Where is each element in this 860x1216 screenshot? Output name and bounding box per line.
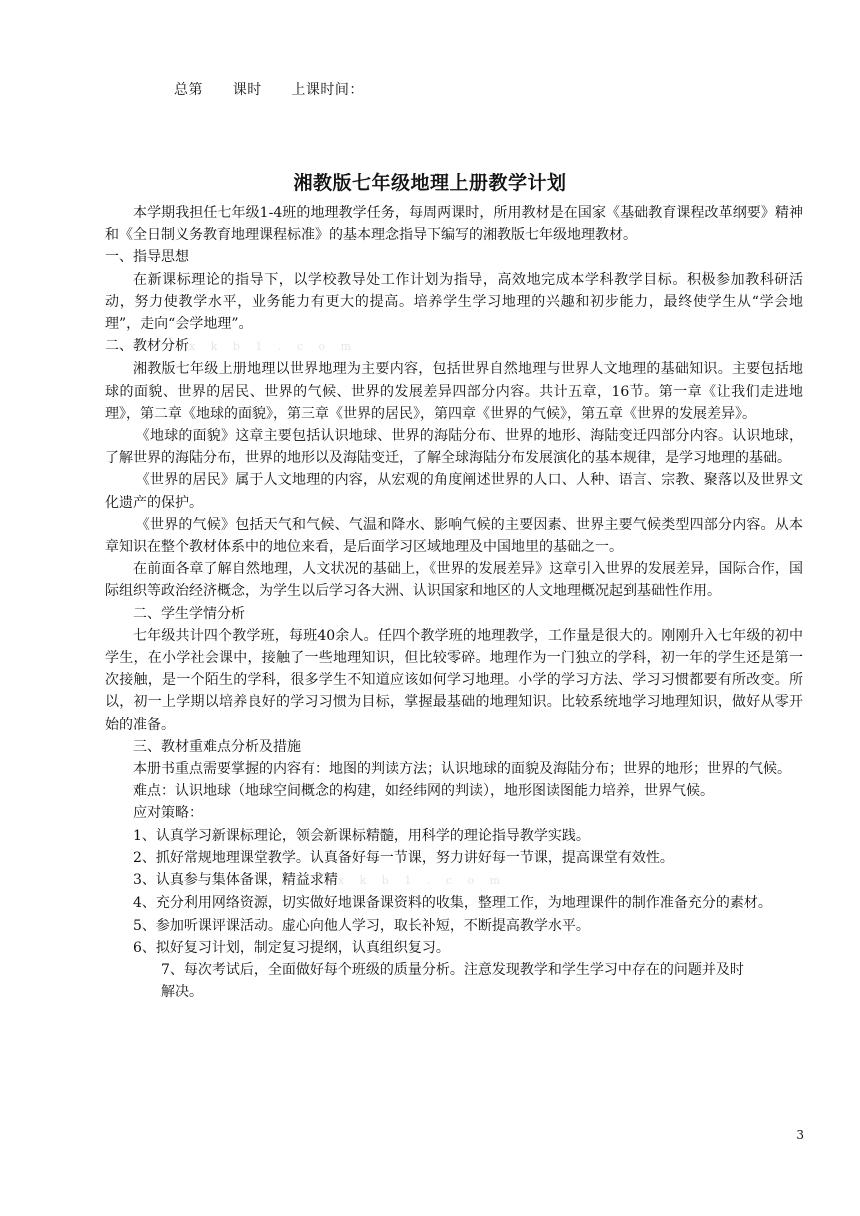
paragraph-earth-surface: 《地球的面貌》这章主要包括认识地球、世界的海陆分布、世界的地形、海陆变迁四部分内容。认识地球，了解世界的海陆分布，世界的地形以及海陆变迁，了解全球海陆分布发展演化的基本规律，是学习地理的基础。 [105,428,803,467]
watermark-text: x k b 1 . c o m [337,874,507,888]
paragraph-strategies-heading: 应对策略： [133,805,203,822]
section-heading-key-points: 三、教材重难点分析及措施 [133,738,301,755]
paragraph-student-analysis: 七年级共计四个教学班，每班40余人。任四个教学班的地理教学，工作量是很大的。刚刚升入七年级的初中学生，在小学社会课中，接触了一些地理知识，但比较零碎。地理作为一门独立的学科，初一年的学生还是第一次接触，是一个陌生的学科，很多学生不知道应该如何学习地理。小学的学习方法、学习习惯都要有所改变。所以，初一上学期以培养良好的学习习惯为目标，掌握最基础的地理知识。比较系统地学习地理知识，做好从零开始的准备。 [105,627,803,733]
strategy-item-6: 6、拟好复习计划，制定复习提纲，认真组织复习。 [133,939,450,956]
strategy-item-1: 1、认真学习新课标理论，领会新课标精髓，用科学的理论指导教学实践。 [133,827,590,844]
section-heading-textbook-analysis: 二、教材分析x k b 1 . c o m [105,338,358,355]
paragraph-development-differences: 在前面各章了解自然地理，人文状况的基础上，《世界的发展差异》这章引入世界的发展差异，国际合作，国际组织等政治经济概念，为学生以后学习各大洲、认识国家和地区的人文地理概况起到基础性作用。 [105,561,803,600]
strategy-item-4: 4、充分利用网络资源，切实做好地课备课资料的收集，整理工作，为地理课件的制作准备充分的素材。 [133,895,772,912]
section-heading-student-analysis: 二、学生学情分析 [133,605,245,622]
strategy-item-3: 3、认真参与集体备课，精益求精x k b 1 . c o m [133,872,507,889]
strategy-item-5: 5、参加听课评课活动。虚心向他人学习，取长补短，不断提高教学水平。 [133,917,590,934]
strategy-item-7: 7、每次考试后，全面做好每个班级的质量分析。注意发现教学和学生学习中存在的问题并及时 解决。 [161,961,744,1001]
paragraph-textbook-overview: 湘教版七年级上册地理以世界地理为主要内容，包括世界自然地理与世界人文地理的基础知识。主要包括地球的面貌、世界的居民、世界的气候、世界的发展差异四部分内容。共计五章，16节。第一章《让我们走进地理》，第二章《地球的面貌》，第三章《世界的居民》，第四章《世界的气候》，第五章《世界的发展差异》。 [105,361,803,422]
paragraph-difficulties: 难点：认识地球（地球空间概念的构建，如经纬网的判读），地形图读图能力培养，世界气候。 [133,783,714,800]
intro-paragraph: 本学期我担任七年级1-4班的地理教学任务，每周两课时，所用教材是在国家《基础教育课程改革纲要》精神和《全日制义务教育地理课程标准》的基本理念指导下编写的湘教版七年级地理教材。 [105,205,803,244]
paragraph-world-residents: 《世界的居民》属于人文地理的内容，从宏观的角度阐述世界的人口、人种、语言、宗教、聚落以及世界文化遗产的保护。 [105,472,803,511]
document-title: 湘教版七年级地理上册教学计划 [293,172,567,194]
lesson-header: 总第 课时 上课时间： [174,82,364,98]
document-body [105,202,803,1003]
page-number: 3 [796,1128,804,1142]
strategy-item-2: 2、抓好常规地理课堂教学。认真备好每一节课，努力讲好每一节课，提高课堂有效性。 [133,849,674,866]
paragraph-guiding-ideology: 在新课标理论的指导下，以学校教导处工作计划为指导，高效地完成本学科教学目标。积极参加教科研活动，努力使教学水平，业务能力有更大的提高。培养学生学习地理的兴趣和初步能力，最终使学生从“学会地理”，走向“会学地理”。 [105,271,803,333]
paragraph-world-climate: 《世界的气候》包括天气和气候、气温和降水、影响气候的主要因素、世界主要气候类型四部分内容。从本章知识在整个教材体系中的地位来看，是后面学习区域地理及中国地里的基础之一。 [105,516,803,556]
watermark-text: x k b 1 . c o m [189,340,358,354]
paragraph-key-points: 本册书重点需要掌握的内容有：地图的判读方法；认识地球的面貌及海陆分布；世界的地形；世界的气候。 [133,761,791,778]
section-heading-guiding-ideology: 一、指导思想 [105,249,189,266]
